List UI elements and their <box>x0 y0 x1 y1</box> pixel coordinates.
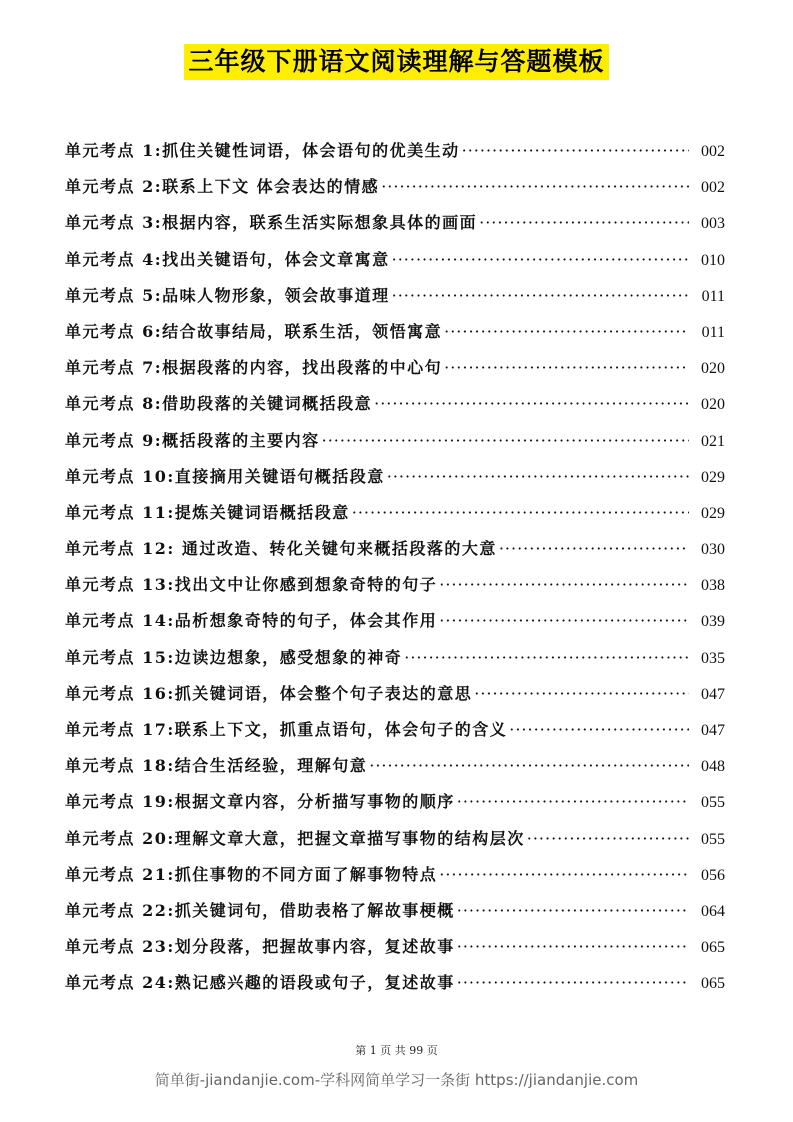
toc-leader-dots <box>372 386 689 422</box>
toc-entry[interactable] <box>65 821 725 857</box>
toc-entry[interactable] <box>65 169 725 205</box>
toc-entry[interactable] <box>65 784 725 820</box>
toc-entry-title: 单元考点 16:抓关键词语，体会整个句子表达的意思 <box>65 683 473 703</box>
toc-entry[interactable] <box>65 603 725 639</box>
toc-entry[interactable] <box>65 495 725 531</box>
toc-leader-dots <box>455 965 689 1001</box>
toc-entry-title: 单元考点 14:品析想象奇特的句子，体会其作用 <box>65 611 438 631</box>
toc-entry[interactable] <box>65 567 725 603</box>
toc-entry-title: 单元考点 8:借助段落的关键词概括段意 <box>65 394 373 414</box>
toc-entry-title: 单元考点 19:根据文章内容，分析描写事物的顺序 <box>65 792 455 812</box>
toc-entry[interactable] <box>65 459 725 495</box>
toc-leader-dots <box>350 495 689 531</box>
toc-entry-title: 单元考点 2:联系上下文 体会表达的情感 <box>65 177 380 197</box>
toc-entry-title: 单元考点 23:划分段落，把握故事内容，复述故事 <box>65 937 455 957</box>
toc-entry-page: 011 <box>701 323 725 341</box>
toc-entry[interactable] <box>65 278 725 314</box>
toc-entry[interactable] <box>65 205 725 241</box>
toc-entry-page: 020 <box>701 360 725 378</box>
toc-entry-page: 048 <box>701 758 725 776</box>
toc-entry-title: 单元考点 7:根据段落的内容，找出段落的中心句 <box>65 358 443 378</box>
toc-entry[interactable] <box>65 242 725 278</box>
toc-entry-page: 055 <box>701 830 725 848</box>
toc-entry-page: 056 <box>701 866 725 884</box>
toc-entry-page: 030 <box>701 541 725 559</box>
toc-entry-title: 单元考点 15:边读边想象，感受想象的神奇 <box>65 647 403 667</box>
toc-entry-title: 单元考点 11:提炼关键词语概括段意 <box>65 502 350 522</box>
toc-entry-title: 单元考点 17:联系上下文，抓重点语句，体会句子的含义 <box>65 720 508 739</box>
toc-entry[interactable] <box>65 676 725 712</box>
toc-entry[interactable] <box>65 423 725 459</box>
toc-entry-page: 039 <box>701 613 725 631</box>
toc-leader-dots <box>472 676 689 712</box>
toc-leader-dots <box>442 350 689 386</box>
toc-entry-page: 065 <box>701 939 725 957</box>
footer-watermark: 简单街-jiandanjie.com-学科网简单学习一条街 https://jiandanjie.com <box>154 1071 639 1089</box>
toc-entry-page: 029 <box>701 504 725 522</box>
toc-leader-dots <box>437 567 689 603</box>
toc-entry[interactable] <box>65 133 725 169</box>
toc-entry-title: 单元考点 1:抓住关键性词语，体会语句的优美生动 <box>65 141 460 160</box>
toc-entry-page: 021 <box>701 432 725 450</box>
toc-entry-page: 020 <box>701 396 725 414</box>
toc-entry-page: 047 <box>701 685 725 703</box>
toc-entry[interactable] <box>65 386 725 422</box>
toc-entry-page: 003 <box>701 215 725 233</box>
toc-leader-dots <box>379 169 689 205</box>
toc-entry-page: 035 <box>701 649 725 667</box>
toc-entry[interactable] <box>65 893 725 929</box>
toc-entry-title: 单元考点 6:结合故事结局，联系生活，领悟寓意 <box>65 321 443 341</box>
toc-entry-page: 029 <box>701 468 725 486</box>
toc-entry-title: 单元考点 18:结合生活经验，理解句意 <box>65 756 368 776</box>
toc-entry[interactable] <box>65 965 725 1001</box>
toc-entry-page: 055 <box>701 794 725 812</box>
toc-entry-title: 单元考点 24:熟记感兴趣的语段或句子，复述故事 <box>65 973 455 993</box>
toc-leader-dots <box>477 205 689 241</box>
table-of-contents <box>65 133 725 1002</box>
toc-entry-page: 065 <box>701 975 725 993</box>
toc-leader-dots <box>497 531 689 567</box>
toc-entry-title: 单元考点 4:找出关键语句，体会文章寓意 <box>65 249 390 269</box>
toc-entry-page: 011 <box>701 287 725 305</box>
toc-leader-dots <box>402 640 689 676</box>
toc-entry-title: 单元考点 21:抓住事物的不同方面了解事物特点 <box>65 864 438 884</box>
toc-entry-title: 单元考点 5:品味人物形象，领会故事道理 <box>65 285 390 305</box>
toc-entry-page: 064 <box>701 902 725 920</box>
toc-leader-dots <box>442 314 689 350</box>
page-number: 第 1 页 共 99 页 <box>355 1044 438 1057</box>
toc-entry[interactable] <box>65 748 725 784</box>
toc-leader-dots <box>385 459 689 495</box>
toc-leader-dots <box>390 242 689 278</box>
toc-leader-dots <box>437 857 689 893</box>
toc-entry-page: 010 <box>701 251 725 269</box>
toc-leader-dots <box>437 603 689 639</box>
toc-entry-title: 单元考点 22:抓关键词句，借助表格了解故事梗概 <box>65 900 455 920</box>
toc-entry[interactable] <box>65 640 725 676</box>
toc-leader-dots <box>390 278 689 314</box>
toc-leader-dots <box>460 133 689 169</box>
toc-leader-dots <box>507 712 689 748</box>
toc-entry-title: 单元考点 10:直接摘用关键语句概括段意 <box>65 466 385 486</box>
title-container <box>0 44 793 80</box>
toc-leader-dots <box>455 784 689 820</box>
toc-entry-title: 单元考点 13:找出文中让你感到想象奇特的句子 <box>65 575 438 595</box>
toc-leader-dots <box>525 821 689 857</box>
toc-entry-title: 单元考点 3:根据内容，联系生活实际想象具体的画面 <box>65 213 478 233</box>
toc-leader-dots <box>455 929 689 965</box>
toc-leader-dots <box>320 423 689 459</box>
toc-entry-page: 002 <box>701 179 725 197</box>
toc-entry-page: 038 <box>701 577 725 595</box>
toc-entry-title: 单元考点 12: 通过改造、转化关键句来概括段落的大意 <box>65 539 497 559</box>
toc-leader-dots <box>455 893 689 929</box>
toc-entry[interactable] <box>65 929 725 965</box>
toc-leader-dots <box>367 748 689 784</box>
toc-entry-page: 002 <box>701 143 725 160</box>
toc-entry-page: 047 <box>701 722 725 739</box>
toc-entry[interactable] <box>65 314 725 350</box>
toc-entry[interactable] <box>65 857 725 893</box>
toc-entry-title: 单元考点 20:理解文章大意，把握文章描写事物的结构层次 <box>65 828 525 848</box>
toc-entry[interactable] <box>65 712 725 748</box>
toc-entry[interactable] <box>65 350 725 386</box>
document-title: 三年级下册语文阅读理解与答题模板 <box>184 44 608 80</box>
toc-entry-title: 单元考点 9:概括段落的主要内容 <box>65 430 320 450</box>
toc-entry[interactable] <box>65 531 725 567</box>
